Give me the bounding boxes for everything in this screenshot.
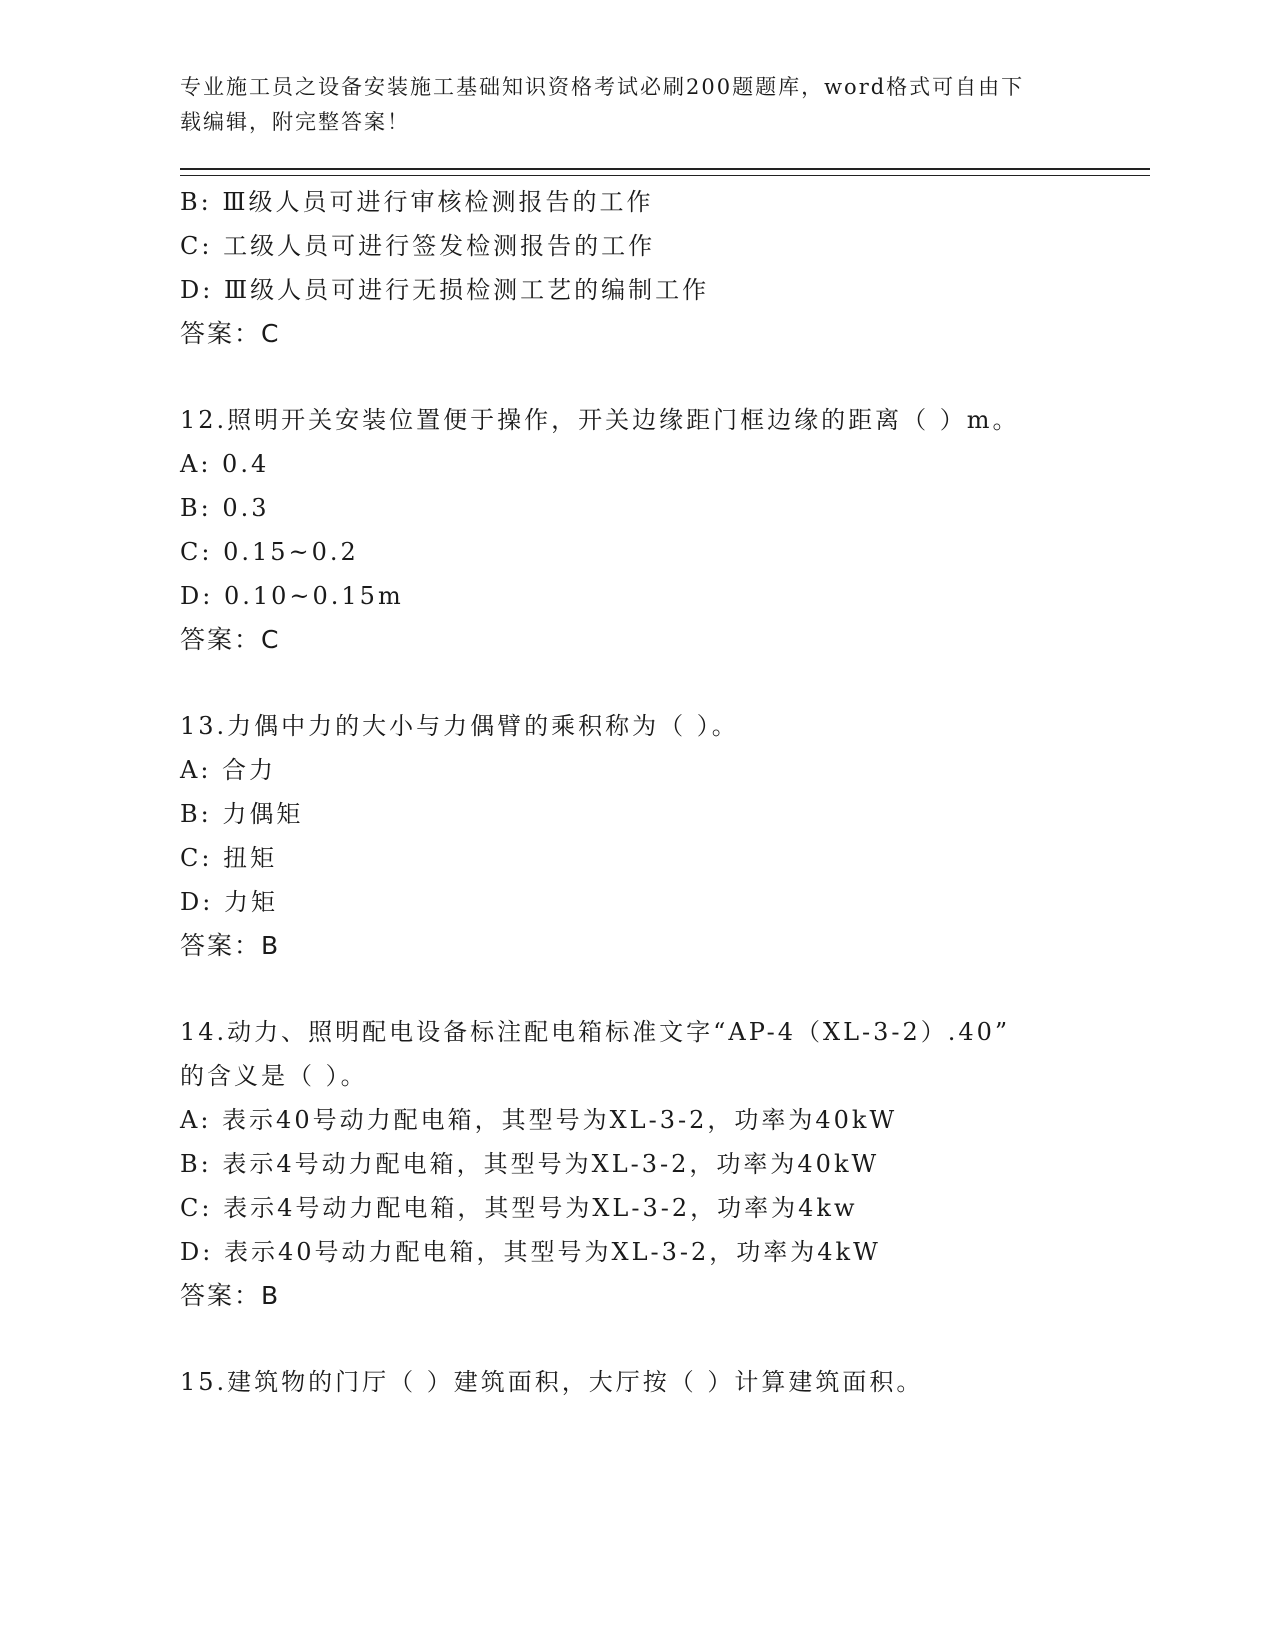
option-d: D: Ⅲ级人员可进行无损检测工艺的编制工作: [180, 276, 710, 304]
option-d: D: 力矩: [180, 888, 278, 916]
header-rule: [180, 168, 1150, 176]
option-c: C: 工级人员可进行签发检测报告的工作: [180, 232, 656, 260]
question-15: [180, 1360, 1150, 1404]
question-stem-line-1: 14.动力、照明配电设备标注配电箱标准文字“AP-4（XL-3-2）.40”: [180, 1018, 1011, 1046]
option-b: B: 力偶矩: [180, 800, 304, 828]
answer: 答案：C: [180, 625, 281, 654]
option-b: B: 0.3: [180, 494, 270, 522]
option-c: C: 表示4号动力配电箱，其型号为XL-3-2，功率为4kw: [180, 1194, 858, 1222]
question-13: [180, 704, 1150, 968]
option-a: A: 表示40号动力配电箱，其型号为XL-3-2，功率为40kW: [180, 1106, 898, 1134]
answer: 答案：B: [180, 931, 281, 960]
spacer: [180, 968, 1150, 1010]
answer: 答案：C: [180, 319, 281, 348]
spacer: [180, 356, 1150, 398]
option-c: C: 扭矩: [180, 844, 278, 872]
option-c: C: 0.15~0.2: [180, 538, 359, 566]
spacer: [180, 662, 1150, 704]
option-b: B: 表示4号动力配电箱，其型号为XL-3-2，功率为40kW: [180, 1150, 880, 1178]
option-a: A: 0.4: [180, 450, 270, 478]
spacer: [180, 1318, 1150, 1360]
question-stem: 15.建筑物的门厅（ ）建筑面积，大厅按（ ）计算建筑面积。: [180, 1368, 924, 1396]
question-stem: 12.照明开关安装位置便于操作，开关边缘距门框边缘的距离（ ）m。: [180, 406, 1020, 434]
question-stem: 13.力偶中力的大小与力偶臂的乘积称为（ ）。: [180, 712, 739, 740]
question-14: [180, 1010, 1150, 1318]
option-d: D: 表示40号动力配电箱，其型号为XL-3-2，功率为4kW: [180, 1238, 881, 1266]
answer: 答案：B: [180, 1281, 281, 1310]
question-list: [180, 180, 1150, 1404]
option-d: D: 0.10~0.15m: [180, 582, 404, 610]
question-stem-line-2: 的含义是（ ）。: [180, 1062, 368, 1090]
header-note: 专业施工员之设备安装施工基础知识资格考试必刷200题题库，word格式可自由下载编辑，附完整答案！: [180, 75, 1025, 134]
question-12: [180, 398, 1150, 662]
document-page: [180, 70, 1150, 1404]
option-b: B: Ⅲ级人员可进行审核检测报告的工作: [180, 188, 654, 216]
question-11-partial: [180, 180, 1150, 356]
option-a: A: 合力: [180, 756, 277, 784]
